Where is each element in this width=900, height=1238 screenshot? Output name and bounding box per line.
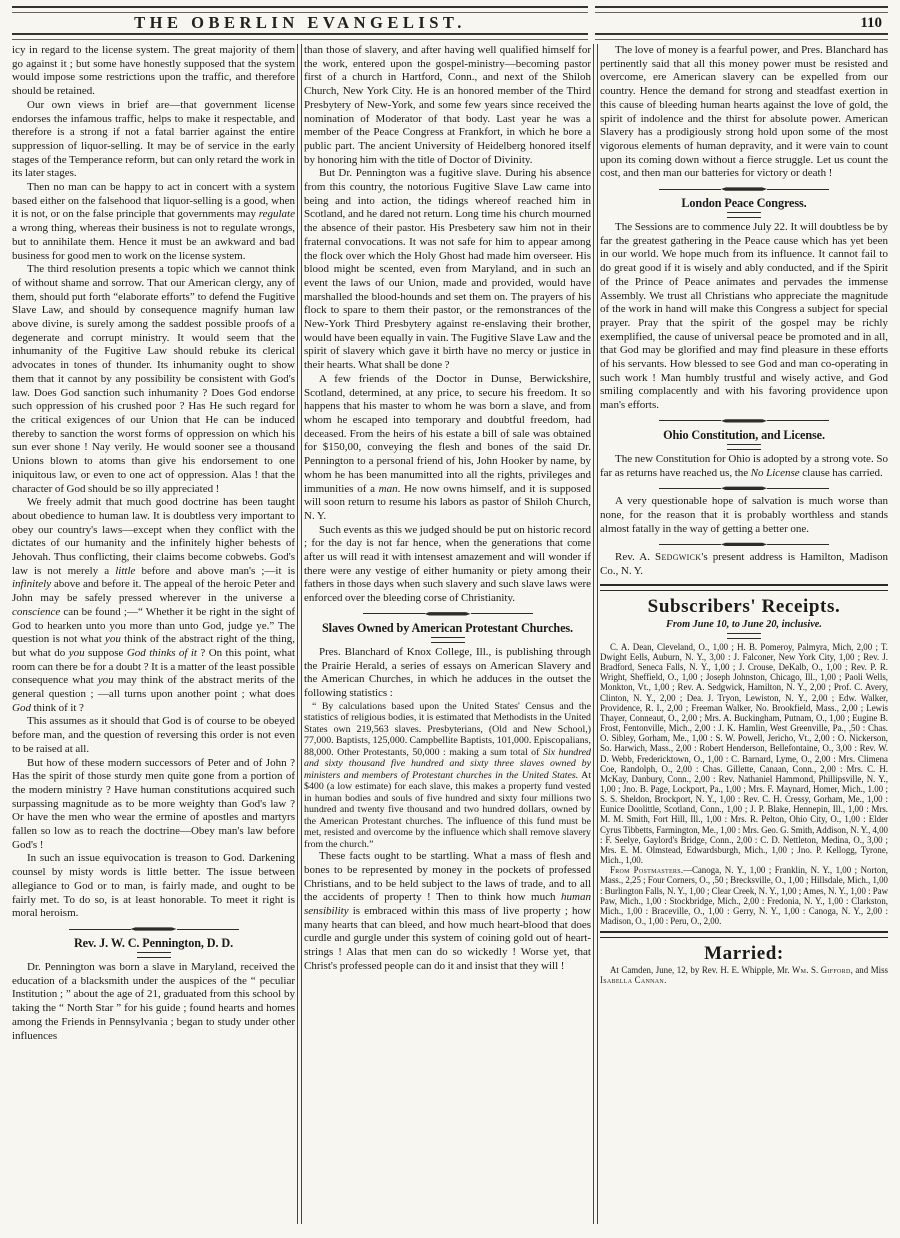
- article-heading: Rev. J. W. C. Pennington, D. D.: [73, 936, 234, 950]
- diamond-ornament: [425, 612, 471, 616]
- diamond-rule-divider: [659, 419, 829, 423]
- heading-underline-rule: [727, 444, 761, 450]
- article-paragraph: A few friends of the Doctor in Dunse, Berwickshire, Scotland, determined, at any price, to secure his freedom. It so happens that his master to whom he was born a slave, and from whom he escaped into temporary and doubtful freedom, had deceased. From the heirs of his estate a bill of sale was obtained for $150,00, conveying the flesh and bones of the said Dr. Pennington to a personal friend of his, John Hooker by name, by whom he has been manumitted into all the rights, privileges and immunities of a man. He now owns himself, and it is supposed will soon return to resume his labors as pastor of Shiloh Church, N. Y.: [304, 372, 591, 522]
- section-display-heading: Subscribers' Receipts.: [647, 595, 841, 617]
- article-paragraph: Pres. Blanchard of Knox College, Ill., is publishing through the Prairie Herald, a series of essays on American Slavery and the American Churches, in which he adduces in the outset the following statistics :: [304, 645, 591, 699]
- article-paragraph: In such an issue equivocation is treason to God. Darkening counsel by misty words is little better. The issue between allegiance to God or to man, is fairly made, and ought to be fairly met. To do so, is at least honorable. To meet it right is moral heroism.: [12, 852, 295, 920]
- article-paragraph: These facts ought to be startling. What a mass of flesh and bones to be represented by money in the pockets of professed Christians, and to be held subject to the laws of trade, and to all the accidents of property ! Then to think how much human sensibility is embraced within this mass of live property ; how many hearts that can bleed, and how much heart-blood that does curdle and gurgle under this system of coining gold out of heart-strings ! Alas that men can do so wickedly ! Worse yet, that Christ's professed people can do it and insist that they will !: [304, 850, 591, 972]
- heading-underline-rule: [431, 637, 465, 643]
- article-paragraph: icy in regard to the license system. The great majority of them go against it ; but some have honestly supposed that the system would impose some restrictions upon the traffic, and therefore should be retained.: [12, 44, 295, 98]
- article-paragraph: From Postmasters.—Canoga, N. Y., 1,00 ; Franklin, N. Y., 1,00 ; Norton, Mass., 2,25 ; Four Corners, O., ,50 ; Brecksville, O., 1,00 ; Hillsdale, Mich., 1,00 : Burlington Falls, N. Y., 1,00 ; Clear Creek, N. Y., 1,00 ; Ames, N. Y., 1,00 : Paw Paw, Mich., 1,00 : Stockbridge, Mich., 2,00 : Fredonia, N. Y., 1,00 : Clarkston, Mich., 1,00 : Braceville, O., 1,00 : Gerry, N. Y., 1,00 : Canoga, N. Y., 2,00 : Madison, O., 1,00 : Peru, O., 2,00.: [600, 865, 888, 927]
- diamond-ornament: [721, 187, 767, 191]
- masthead-top-rule: [12, 6, 588, 13]
- masthead-left: [12, 6, 588, 40]
- article-paragraph: The Sessions are to commence July 22. It will doubtless be by far the greatest gathering in the Peace cause which has yet been in our world. We hope much from its influence. It cannot fail to do great good if it is wisely and ably conducted, and if the Spirit of the Prince of Peace animates and pervades the immense Assembly. We trust all Christians who appreciate the magnitude of the work in hand will make this Congress a subject for special prayer. Pray that the spirit of the gospel may be richly exemplified, the cause of universal peace be promoted and in all, that God may be glorified and may find pleasure in these efforts of his servants. How blessed to see God and man co-operating in such work ! Man humbly trustful and wisely active, and God smiling complacently and with his favoring providence upon man's efforts.: [600, 221, 888, 412]
- column-divider: [297, 44, 302, 1224]
- diamond-rule-divider: [69, 927, 239, 931]
- article-paragraph: A very questionable hope of salvation is much worse than none, for the reason that it is probably worthless and stands almost fatally in the way of getting a better one.: [600, 495, 888, 535]
- masthead-bottom-rule: [12, 33, 588, 40]
- article-paragraph: But how of these modern successors of Peter and of John ? Has the spirit of those sturdy men quite gone from a portion of the modern ministry ? Have human constitutions acquired such surpassing magnitude as to be more weighty than God's law ? Or have the men who wear the ermine of apostles and martyrs fallen so low as to reach the doctrine—Obey man's law before God's !: [12, 756, 295, 851]
- column-divider: [593, 44, 598, 1224]
- section-display-heading: Married:: [704, 943, 784, 965]
- diamond-ornament: [721, 419, 767, 423]
- page-number-bottom-rule: [595, 33, 888, 40]
- page-number-top-rule: [595, 6, 888, 13]
- article-heading: Ohio Constitution, and License.: [663, 427, 825, 442]
- masthead: [12, 6, 888, 40]
- heading-underline-rule: [727, 633, 761, 639]
- heading-underline-rule: [137, 952, 171, 958]
- masthead-right: [595, 6, 888, 40]
- article-paragraph: The love of money is a fearful power, and Pres. Blanchard has pertinently said that all this money power must be resisted and overcome, ere American slavery can be expelled from our country. Hence the demand for strong and steadfast exertion in this cause of bleeding human hearts against the love of gold, the spirit of indolence and the thirst for absolute power. American Slavery has a prodigiously strong hold upon some of the most vigorous elements of human depravity, and it were vain to count upon its coming down without a fierce struggle. Let us count the cost, and then man our batteries for victory or death !: [600, 44, 888, 180]
- heading-underline-rule: [727, 212, 761, 218]
- diamond-rule-divider: [363, 612, 533, 616]
- article-paragraph: Our own views in brief are—that government license endorses the infamous traffic, helps to make it respectable, and therefore is a strong if not a fatal barrier against the entire suppression of liquor-selling. It may be of service in the early stages of the Temperance reform, but can only retard the work in its later stages.: [12, 98, 295, 180]
- diamond-ornament: [721, 486, 767, 490]
- page-columns: [12, 44, 888, 1230]
- article-paragraph: Then no man can be happy to act in concert with a system based either on the falsehood that liquor-selling is a good, when it is not, or on the false principle that governments may regulate a wrong thing, whereas their business is not to regulate wrongs, but to annihilate them. Hence it must be an awkward and bad business for good men to work on the license system.: [12, 181, 295, 262]
- article-paragraph: The third resolution presents a topic which we cannot think of without shame and sorrow. That our American clergy, any of them, should put forth “elaborate efforts” to defend the Fugitive Slave Law, and should by consequence magnify human law above divine, is surely among the saddest possible proofs of a degenerate and corrupt ministry. It would seem that the inhumanity of the Fugitive Law should rebuke its clerical advocates in tones of thunder. Its inhumanity ought to show them that it cannot by any possibility be consistent with God's law. Does God sanction such inhumanity ? Does God endorse such oppression of his crushed poor ? Has He such regard for the critical exigences of our Union that He can be induced thereby to sanction the worst forms of oppression on which his sun ever shone ! Nay verily. He would sooner see a thousand Unions blown to atoms than give his endorsement to one iniquitous law, or even to one act of oppression. Alas ! that the character of God should be so illy appreciated !: [12, 263, 295, 495]
- article-paragraph: At Camden, June, 12, by Rev. H. E. Whipple, Mr. Wm. S. Gifford, and Miss Isabella Cannan.: [600, 965, 888, 986]
- article-paragraph: The new Constitution for Ohio is adopted by a strong vote. So far as returns have reached us, the No License clause has carried.: [600, 452, 888, 479]
- article-paragraph: C. A. Dean, Cleveland, O., 1,00 ; H. B. Pomeroy, Palmyra, Mich, 2,00 ; T. Dwight Eells, Auburn, N. Y., 3,00 : J. Falconer, New York City, 1,00 ; Rev. J. Bradford, Seneca Falls, N. Y., 1,00 ; J. Crouse, DeKalb, O., 1,00 ; Rev. P. R. Wright, Sheffield, O., 1,00 ; Joseph Johnston, Chicago, Ill., 1,00 ; Paoli Wells, Monkton, Vt., 1,00 ; Rev. A. Sedgwick, Hamilton, N. Y., 2,00 ; Prof. C. Avery, Clinton, N. Y., 2,00 ; Dea. J. Tryon, Lewiston, N. Y., 2,00 ; Edw. Walker, Providence, R. I., 2,00 ; Freeman Walker, No. Brookfield, Mass., 2,00 ; Lewis Thayer, Conneaut, O., 2,00 ; Mrs. A. Buckingham, Putnam, O., 1,00 ; Eugine B. Frost, Fentonville, Mich., 2,00 : J. K. Hamlin, West Greenville, Pa., ,50 : Chas. O. Sibley, Gorham, Me., 1,00 : S. W. Powell, Jericho, Vt., 2,00 : O. Nickerson, So. Harwich, Mass., 2,00 : Robert Henderson, Bellefontaine, O., 3,00 : Rev. W. D. Webb, Fredericktown, O., 1,00 : C. Barnard, Lyme, O., 2,00 : Mrs. Climena Coe, Randolph, O., 2,00 : Chas. Gillette, Canaan, Conn., 2,00 : Mrs. C. H. McKay, Danbury, Conn., 2,00 : Rev. Nathaniel Hammond, Phillipsville, N. Y., 1,00 ; Jno. B. Page, Lockport, Pa., 1,00 ; Mrs. F. Maynard, Homer, Mich., 1.00 ; S. S. Sheldon, Brockport, N. Y., 1,00 : Rev. C. H. Cressy, Gorham, Me., 1,00 : Eunice Doolittle, Scotland, Conn., 1,00 ; J. P. Blake, Hennepin, Ill., 1,00 : Mrs. M. M. Smith, Fort Hill, Ill., 1,00 : Mrs. R. Pelton, Ohio City, O., 1,00 : Elder Cyrus Tibbetts, Farmington, Me., 1,00 : Mrs. Geo. G. Smith, Addison, N. Y., 4,00 : F. Seelye, Gaylord's Bridge, Conn., 2,00 : C. D. Nettleton, Medina, O., 3,00 ; Mrs. E. M. Olmstead, Edwardsburgh, Mich., 1,00 ; Jno. P. Kellogg, Tyrone, Mich., 1,00.: [600, 641, 888, 866]
- page-number: 110: [860, 15, 882, 31]
- article-paragraph: Such events as this we judged should be put on historic record ; for the day is not far hence, when the generations that come after us will read it with intensest amazement and will wonder if there were any vestige of either humanity or piety among their fathers in those days when such slavery and such slave laws were enforced over the bleeding corse of Christianity.: [304, 523, 591, 605]
- article-paragraph: But Dr. Pennington was a fugitive slave. During his absence from this country, the notorious Fugitive Slave Law came into being and into action, the tidings whereof reached him in Scotland, and he dared not return. Long time his church mourned the absence of their pastor. His Presbetery saw him not in their fraternal convocations. It was not safe for him to appear among the flock over which the Holy Ghost had made him overseer. His blood might be scented, even from Maryland, and in such an event the laws of our Union, made and provided, would have marshalled the blood-hounds and set them on. The prayers of his flock to spare to them their pastor, or the remonstrances of the New-York Third Presbytery against re-enslaving their brother, would have been equally in vain. The Fugitive Slave Law and the spirit of slavery which gave it birth have no mercy or justice in their hearts. What shall be done ?: [304, 167, 591, 372]
- article-paragraph: This assumes as it should that God is of course to be obeyed before man, and the question of reversing this order is not even to be raised at all.: [12, 715, 295, 755]
- column-2: [304, 44, 591, 1230]
- double-rule-divider: [600, 584, 888, 591]
- diamond-ornament: [131, 927, 177, 931]
- date-range-line: From June 10, to June 20, inclusive.: [666, 618, 822, 630]
- diamond-ornament: [721, 542, 767, 546]
- column-1: [12, 44, 295, 1230]
- diamond-rule-divider: [659, 542, 829, 546]
- diamond-rule-divider: [659, 187, 829, 191]
- masthead-title: THE OBERLIN EVANGELIST.: [134, 13, 466, 32]
- article-heading: London Peace Congress.: [681, 196, 807, 211]
- masthead-gap: [588, 6, 595, 40]
- article-paragraph: than those of slavery, and after having well qualified himself for the work, entered upon the gospel-ministry—becoming pastor first of a church in Hartford, Conn., and next of the Shiloh Church, New York City. He is an honored member of the Third Presbytery of New-York, and some few years since received the nomination of Moderator of that body. Last year he was a member of the Peace Congress at Frankfort, in which he bore a public part. The ancient University of Heidelberg honored itself by honoring him with the title of Doctor of Divinity.: [304, 44, 591, 166]
- article-paragraph: Dr. Pennington was born a slave in Maryland, received the education of a blacksmith under the auspices of the “ peculiar Institution ; ” about the age of 21, graduated from this school by taking the “ North Star ” for his guide ; found hearts and homes among the Friends in Pennsylvania ; began to study under other influences: [12, 961, 295, 1042]
- article-paragraph: “ By calculations based upon the United States' Census and the statistics of religious bodies, it is estimated that Methodists in the United States own 219,563 slaves. Presbyterians, (Old and New School,) 77,000. Baptists, 125,000. Campbellite Baptists, 101,000. Episcopalians, 88,000. Other Protestants, 50,000 : making a sum total of Six hundred and sixty thousand five hundred and sixty three slaves owned by ministers and members of Protestant churches in the United States. At $400 (a low estimate) for each slave, this makes a property fund vested in human bodies and souls of five hundred and sixty four millions two hundred and twenty five thousand and two hundred dollars, owned by the American Protestant churches. The influence of this fund must be met, resisted and overcome by the influence which shall remove slavery from the church.”: [304, 700, 591, 850]
- column-3: [600, 44, 888, 1230]
- article-paragraph: We freely admit that much good doctrine has been taught about obedience to human law. It is doubtless very important to obey our country's laws—except when they conflict with the dictates of our humanity and the infinitely higher behests of Jehovah. Thus conflicting, their claims become cobwebs. God's law is not merely a little before and above man's ;—it is infinitely above and before it. The appeal of the heroic Peter and John may be safely pressed wherever in the universe a conscience can be found ;—“ Whether it be right in the sight of God to hearken unto you more than unto God, judge ye.” The question is not what you think of the abstract right of the thing, but what do you suppose God thinks of it ? On this point, what room can there be for a doubt ? It is a matter of the least possible consequence what you may think of the abstract merits of the general question ; —all turns upon another point ; what does God think of it ?: [12, 496, 295, 714]
- double-rule-divider: [600, 931, 888, 938]
- article-heading: Slaves Owned by American Protestant Churches.: [322, 620, 573, 635]
- diamond-rule-divider: [659, 486, 829, 490]
- article-paragraph: Rev. A. Sedgwick's present address is Hamilton, Madison Co., N. Y.: [600, 551, 888, 578]
